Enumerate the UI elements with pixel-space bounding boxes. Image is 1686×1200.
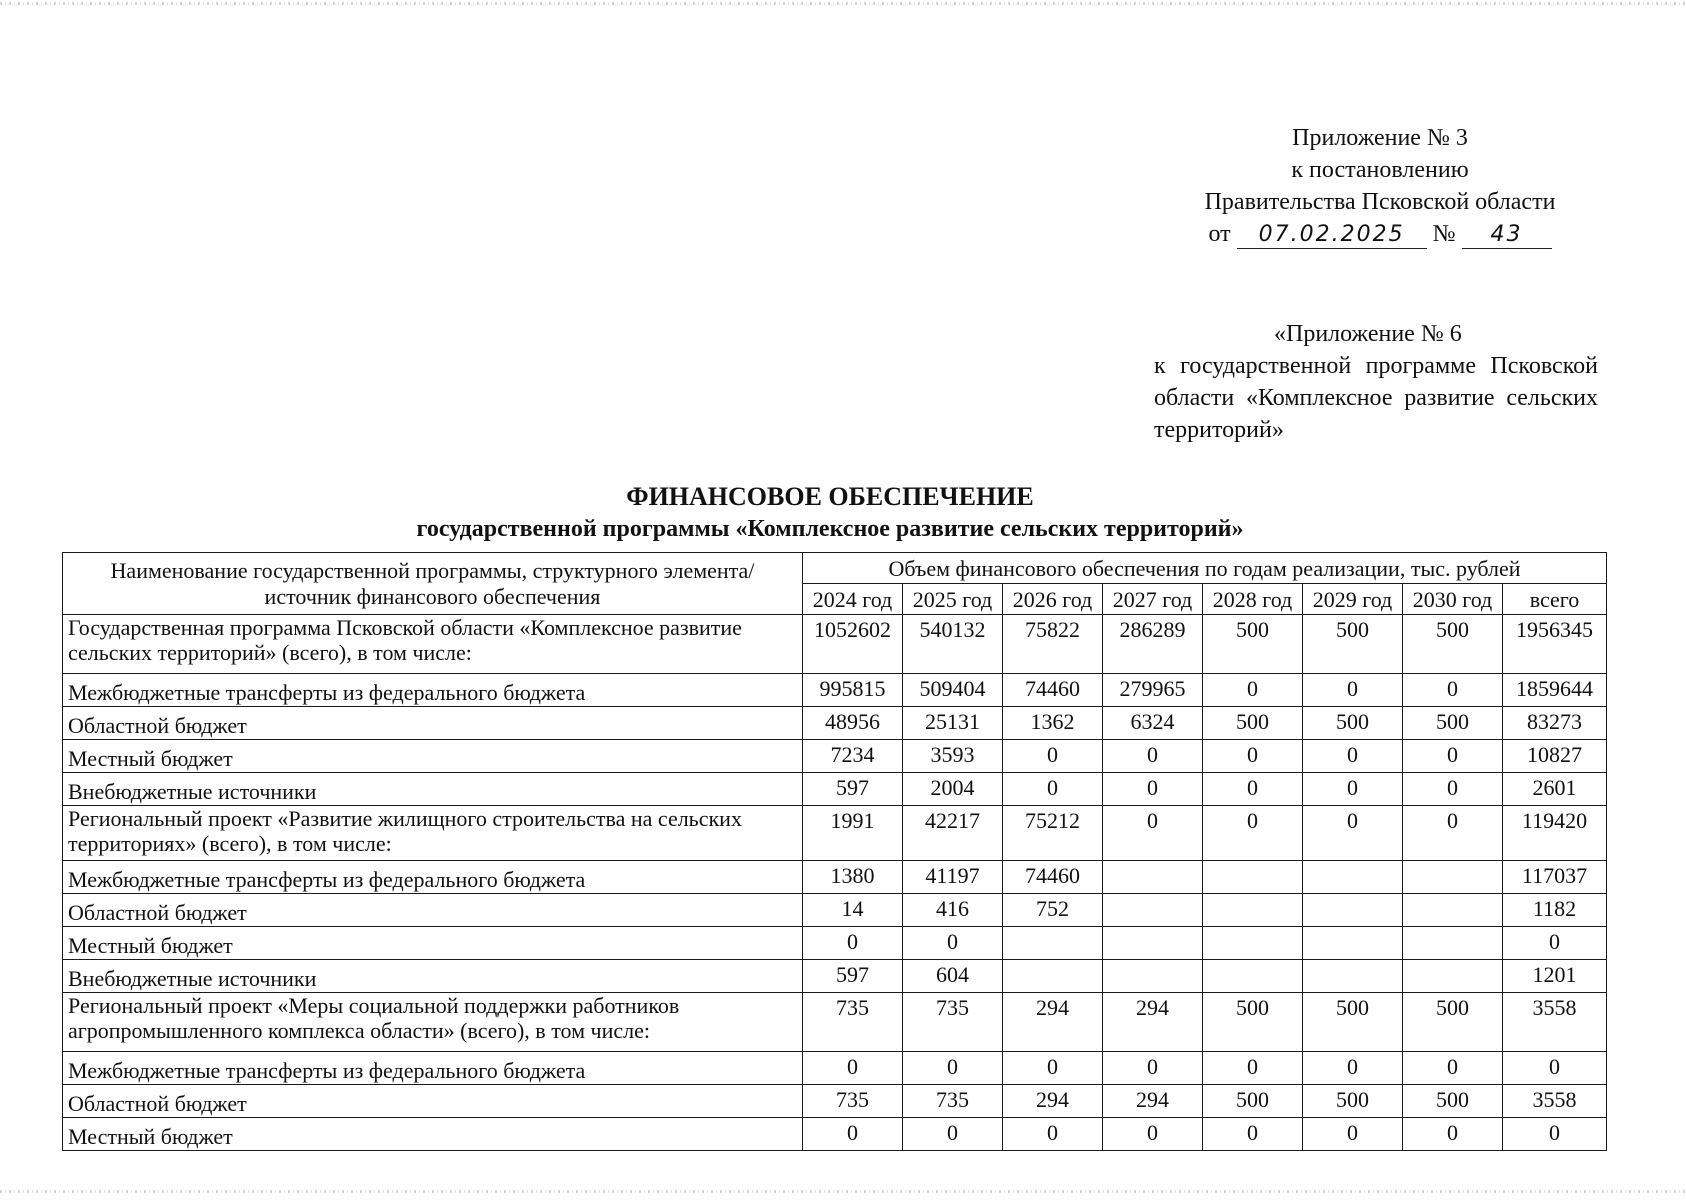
cell-value: 0 xyxy=(903,1118,1003,1151)
cell-value: 0 xyxy=(1203,806,1303,861)
column-header: 2027 год xyxy=(1103,584,1203,615)
row-name: Внебюджетные источники xyxy=(63,773,803,806)
cell-value: 500 xyxy=(1303,707,1403,740)
column-header: 2026 год xyxy=(1003,584,1103,615)
cell-value: 1991 xyxy=(803,806,903,861)
cell-value xyxy=(1103,894,1203,927)
cell-value: 500 xyxy=(1403,707,1503,740)
cell-value xyxy=(1203,960,1303,993)
from-label: от xyxy=(1208,221,1231,247)
row-name: Областной бюджет xyxy=(63,1085,803,1118)
cell-value: 117037 xyxy=(1503,861,1607,894)
cell-value: 0 xyxy=(1403,740,1503,773)
cell-value: 0 xyxy=(1403,1052,1503,1085)
cell-value xyxy=(1303,894,1403,927)
table-body xyxy=(63,615,1607,1151)
appendix-title: «Приложение № 6 xyxy=(1274,321,1462,347)
approval-line-3: Правительства Псковской области xyxy=(1204,189,1556,215)
cell-value: 1362 xyxy=(1003,707,1103,740)
table-row xyxy=(63,861,1607,894)
row-name: Государственная программа Псковской области «Комплексное развитие сельских территорий» (всего), в том числе: xyxy=(63,615,803,674)
cell-value: 604 xyxy=(903,960,1003,993)
table-row xyxy=(63,1118,1607,1151)
cell-value: 0 xyxy=(903,927,1003,960)
table-row xyxy=(63,740,1607,773)
cell-value: 0 xyxy=(1503,1118,1607,1151)
cell-value: 0 xyxy=(803,927,903,960)
cell-value: 1956345 xyxy=(1503,615,1607,674)
cell-value xyxy=(1303,960,1403,993)
cell-value: 0 xyxy=(1203,1052,1303,1085)
cell-value: 500 xyxy=(1403,1085,1503,1118)
table-row xyxy=(63,773,1607,806)
cell-value: 3558 xyxy=(1503,993,1607,1052)
cell-value: 0 xyxy=(1203,674,1303,707)
cell-value: 294 xyxy=(1103,1085,1203,1118)
appendix-body: к государственной программе Псковской области «Комплексное развитие сельских территорий» xyxy=(1154,353,1598,443)
table-row xyxy=(63,674,1607,707)
cell-value: 1201 xyxy=(1503,960,1607,993)
cell-value: 0 xyxy=(1203,740,1303,773)
cell-value: 0 xyxy=(1003,1118,1103,1151)
cell-value xyxy=(1103,960,1203,993)
cell-value: 0 xyxy=(803,1052,903,1085)
cell-value: 0 xyxy=(1503,927,1607,960)
column-header: 2028 год xyxy=(1203,584,1303,615)
cell-value: 0 xyxy=(1103,1052,1203,1085)
cell-value: 1859644 xyxy=(1503,674,1607,707)
cell-value: 74460 xyxy=(1003,674,1103,707)
table-row xyxy=(63,927,1607,960)
table-group-header: Объем финансового обеспечения по годам реализации, тыс. рублей xyxy=(803,553,1607,584)
cell-value: 14 xyxy=(803,894,903,927)
table-row xyxy=(63,993,1607,1052)
cell-value: 735 xyxy=(803,1085,903,1118)
approval-stamp-block xyxy=(1160,122,1600,250)
cell-value: 3558 xyxy=(1503,1085,1607,1118)
handwritten-number: 43 xyxy=(1462,222,1552,249)
table-row xyxy=(63,1085,1607,1118)
row-name: Региональный проект «Развитие жилищного строительства на сельских территориях» (всего), в том числе: xyxy=(63,806,803,861)
scan-edge-bottom xyxy=(0,1190,1686,1193)
row-name: Межбюджетные трансферты из федерального бюджета xyxy=(63,674,803,707)
cell-value: 10827 xyxy=(1503,740,1607,773)
cell-value: 2601 xyxy=(1503,773,1607,806)
cell-value xyxy=(1403,960,1503,993)
cell-value: 0 xyxy=(1303,773,1403,806)
number-label: № xyxy=(1432,221,1456,247)
cell-value: 0 xyxy=(1203,1118,1303,1151)
cell-value: 500 xyxy=(1203,615,1303,674)
cell-value xyxy=(1103,861,1203,894)
cell-value: 41197 xyxy=(903,861,1003,894)
cell-value: 0 xyxy=(1103,773,1203,806)
column-header: всего xyxy=(1503,584,1607,615)
cell-value: 0 xyxy=(1103,740,1203,773)
column-header: 2024 год xyxy=(803,584,903,615)
cell-value: 294 xyxy=(1103,993,1203,1052)
cell-value: 286289 xyxy=(1103,615,1203,674)
handwritten-date: 07.02.2025 xyxy=(1237,222,1427,249)
cell-value xyxy=(1003,927,1103,960)
cell-value xyxy=(1203,927,1303,960)
scan-edge-top xyxy=(0,2,1686,5)
cell-value: 0 xyxy=(1103,806,1203,861)
cell-value: 6324 xyxy=(1103,707,1203,740)
cell-value xyxy=(1403,894,1503,927)
table-row xyxy=(63,707,1607,740)
cell-value: 735 xyxy=(803,993,903,1052)
cell-value: 0 xyxy=(1303,740,1403,773)
cell-value: 7234 xyxy=(803,740,903,773)
cell-value: 3593 xyxy=(903,740,1003,773)
table-row xyxy=(63,960,1607,993)
cell-value: 995815 xyxy=(803,674,903,707)
cell-value xyxy=(1303,861,1403,894)
row-name: Местный бюджет xyxy=(63,740,803,773)
cell-value: 500 xyxy=(1403,615,1503,674)
approval-line-1: Приложение № 3 xyxy=(1292,125,1468,151)
cell-value xyxy=(1003,960,1103,993)
table-row xyxy=(63,1052,1607,1085)
row-name: Областной бюджет xyxy=(63,894,803,927)
row-name: Местный бюджет xyxy=(63,1118,803,1151)
row-name: Областной бюджет xyxy=(63,707,803,740)
cell-value: 75822 xyxy=(1003,615,1103,674)
appendix-block xyxy=(1154,318,1598,446)
cell-value: 0 xyxy=(1303,1052,1403,1085)
approval-line-2: к постановлению xyxy=(1291,157,1469,183)
column-header: 2025 год xyxy=(903,584,1003,615)
cell-value xyxy=(1103,927,1203,960)
cell-value: 74460 xyxy=(1003,861,1103,894)
cell-value: 735 xyxy=(903,993,1003,1052)
cell-value: 0 xyxy=(1003,1052,1103,1085)
cell-value: 1182 xyxy=(1503,894,1607,927)
cell-value: 416 xyxy=(903,894,1003,927)
cell-value: 1380 xyxy=(803,861,903,894)
cell-value: 500 xyxy=(1303,1085,1403,1118)
cell-value: 0 xyxy=(1103,1118,1203,1151)
cell-value: 0 xyxy=(1003,773,1103,806)
title-line-2: государственной программы «Комплексное развитие сельских территорий» xyxy=(416,516,1244,542)
cell-value: 0 xyxy=(1003,740,1103,773)
cell-value: 0 xyxy=(1203,773,1303,806)
table-row xyxy=(63,615,1607,674)
cell-value: 2004 xyxy=(903,773,1003,806)
approval-date-line xyxy=(1160,218,1600,250)
cell-value: 0 xyxy=(1303,1118,1403,1151)
row-name: Местный бюджет xyxy=(63,927,803,960)
cell-value: 0 xyxy=(903,1052,1003,1085)
cell-value: 0 xyxy=(1403,1118,1503,1151)
cell-value: 83273 xyxy=(1503,707,1607,740)
cell-value: 500 xyxy=(1203,1085,1303,1118)
cell-value: 42217 xyxy=(903,806,1003,861)
cell-value: 294 xyxy=(1003,1085,1103,1118)
table-name-header: Наименование государственной программы, структурного элемента/источник финансового обеспечения xyxy=(63,553,803,615)
cell-value: 279965 xyxy=(1103,674,1203,707)
cell-value: 500 xyxy=(1403,993,1503,1052)
row-name: Региональный проект «Меры социальной поддержки работников агропромышленного комплекса области» (всего), в том числе: xyxy=(63,993,803,1052)
cell-value xyxy=(1403,927,1503,960)
column-header: 2030 год xyxy=(1403,584,1503,615)
column-header: 2029 год xyxy=(1303,584,1403,615)
cell-value: 540132 xyxy=(903,615,1003,674)
cell-value: 75212 xyxy=(1003,806,1103,861)
cell-value xyxy=(1303,927,1403,960)
cell-value: 597 xyxy=(803,773,903,806)
title-line-1: ФИНАНСОВОЕ ОБЕСПЕЧЕНИЕ xyxy=(626,482,1034,511)
cell-value: 597 xyxy=(803,960,903,993)
cell-value: 0 xyxy=(1403,773,1503,806)
cell-value: 0 xyxy=(1303,674,1403,707)
cell-value: 752 xyxy=(1003,894,1103,927)
cell-value: 0 xyxy=(1303,806,1403,861)
row-name: Межбюджетные трансферты из федерального бюджета xyxy=(63,861,803,894)
cell-value xyxy=(1203,861,1303,894)
cell-value: 509404 xyxy=(903,674,1003,707)
cell-value xyxy=(1203,894,1303,927)
cell-value: 500 xyxy=(1203,993,1303,1052)
cell-value: 119420 xyxy=(1503,806,1607,861)
cell-value: 0 xyxy=(1403,674,1503,707)
cell-value: 0 xyxy=(1503,1052,1607,1085)
cell-value: 500 xyxy=(1303,993,1403,1052)
table-row xyxy=(63,894,1607,927)
document-title xyxy=(60,480,1600,546)
row-name: Межбюджетные трансферты из федерального бюджета xyxy=(63,1052,803,1085)
cell-value: 735 xyxy=(903,1085,1003,1118)
cell-value: 500 xyxy=(1203,707,1303,740)
cell-value: 25131 xyxy=(903,707,1003,740)
table-row xyxy=(63,806,1607,861)
financing-table xyxy=(62,552,1607,1151)
cell-value: 500 xyxy=(1303,615,1403,674)
cell-value: 0 xyxy=(803,1118,903,1151)
cell-value: 48956 xyxy=(803,707,903,740)
cell-value: 1052602 xyxy=(803,615,903,674)
cell-value: 0 xyxy=(1403,806,1503,861)
cell-value: 294 xyxy=(1003,993,1103,1052)
row-name: Внебюджетные источники xyxy=(63,960,803,993)
cell-value xyxy=(1403,861,1503,894)
